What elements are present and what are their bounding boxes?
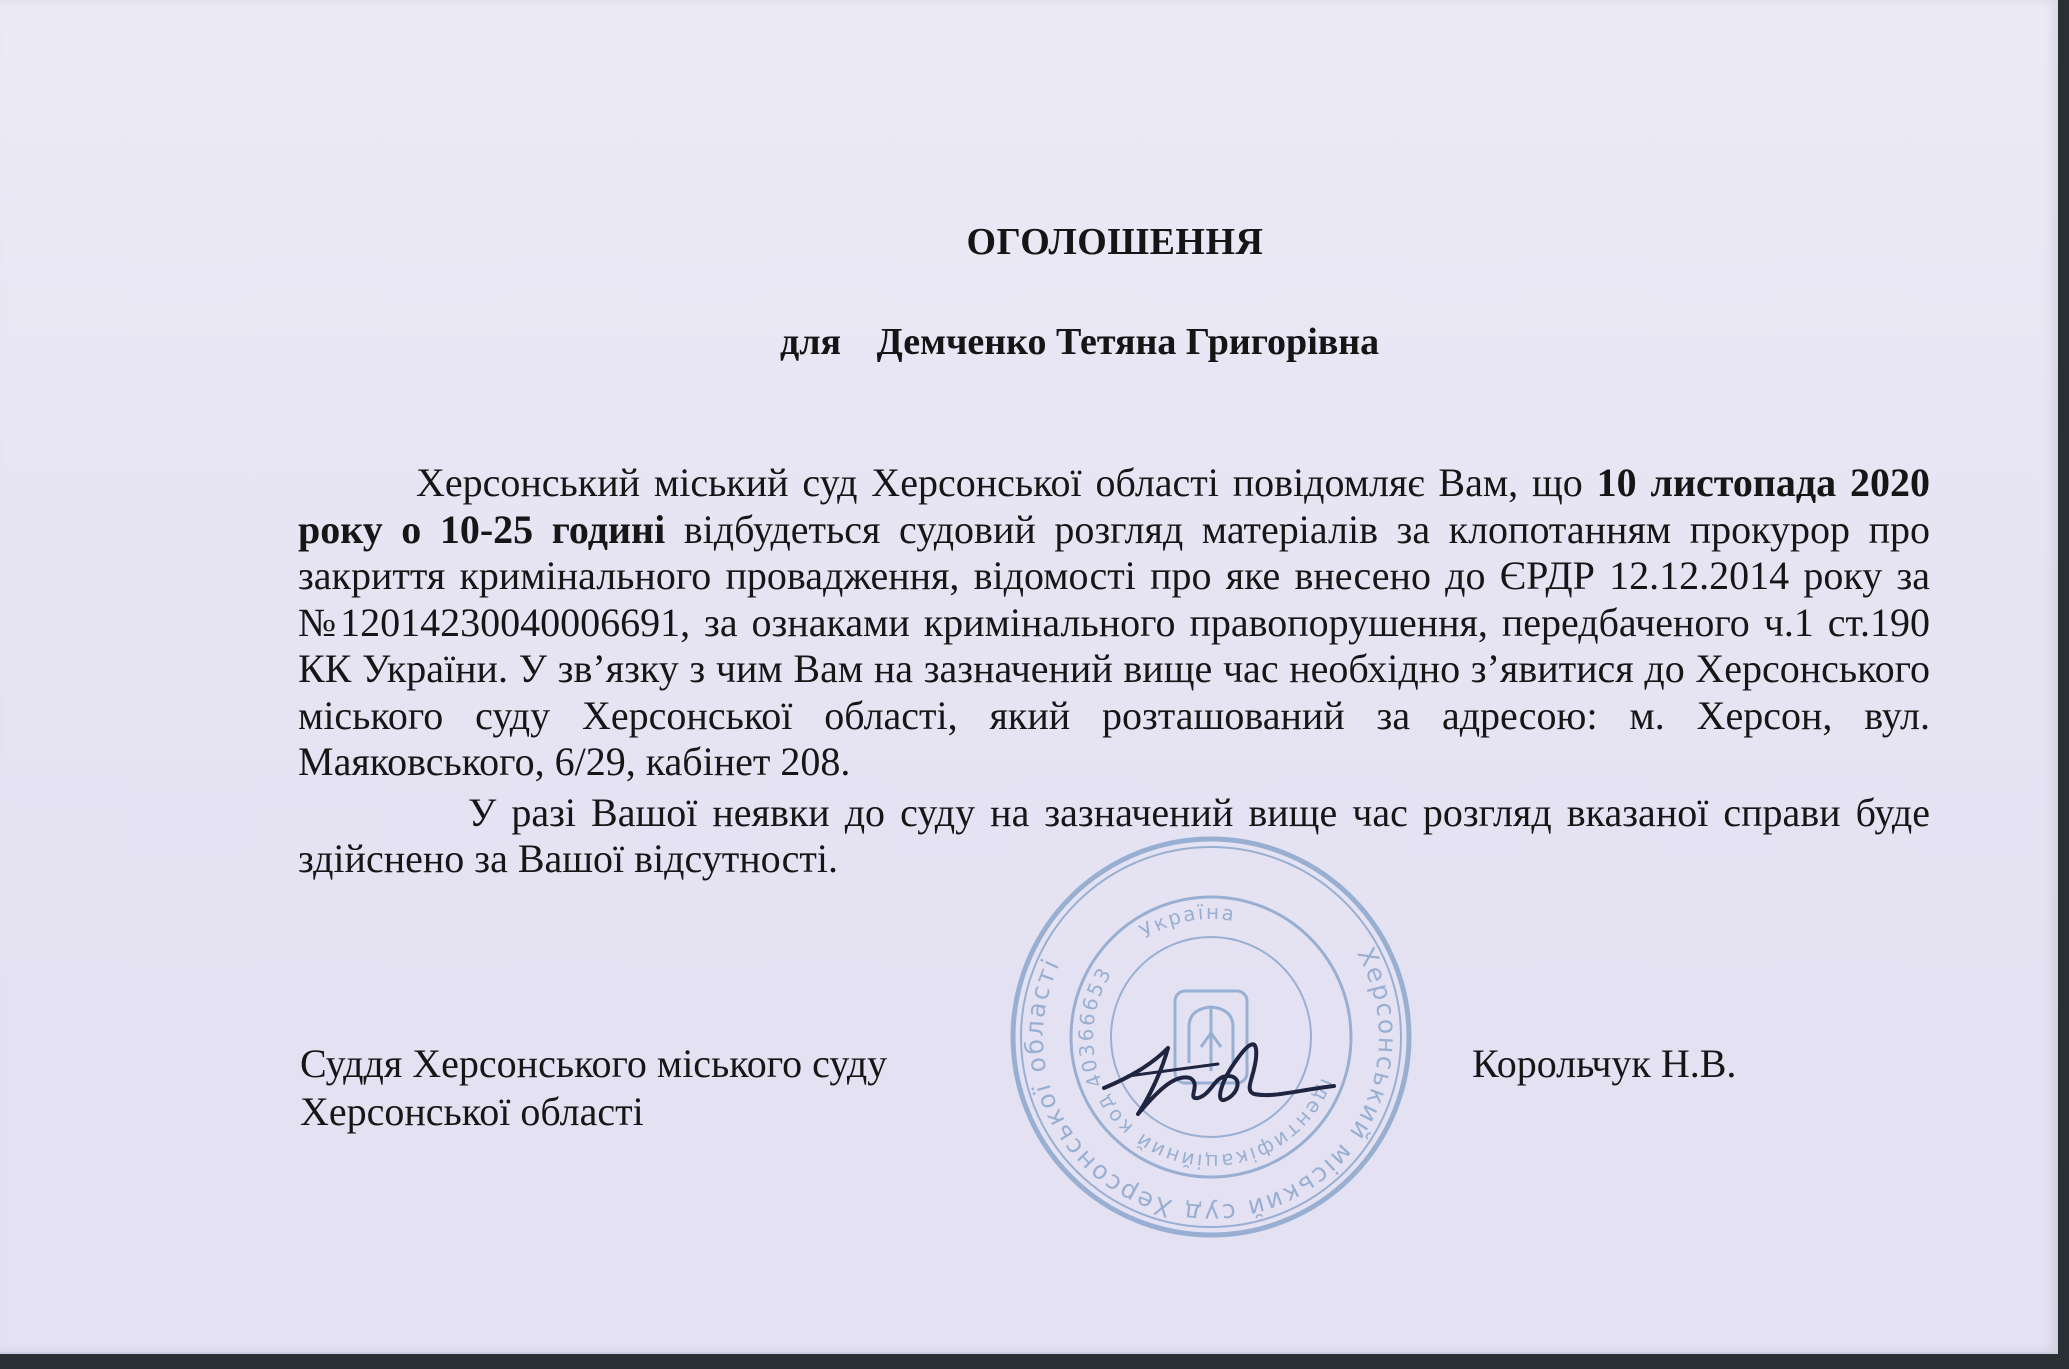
seal-country-text: Україна <box>1135 899 1238 944</box>
notice-paragraph-2: У разі Вашої неявки до суду на зазначений вище час розгляд вказаної справи буде здійснено за Вашої відсутності. <box>298 789 1930 881</box>
signer-position <box>300 1040 887 1136</box>
hearing-date-time: 10 листопада 2020 року о 10-25 годині <box>298 460 1930 552</box>
notice-paragraph-1 <box>298 460 1930 786</box>
seal-outer-text: Херсонський міський суд Херсонської області <box>1019 942 1403 1229</box>
recipient-line <box>780 320 1379 364</box>
signer-position-line-2: Херсонської області <box>300 1089 644 1134</box>
svg-text:Україна <box>1130 872 1242 969</box>
seal-inner-text: ідентифікаційний код 40366653 <box>1073 962 1340 1175</box>
document-title: ОГОЛОШЕННЯ <box>966 221 1264 263</box>
notice-body <box>298 460 1930 883</box>
signer-name: Корольчук Н.В. <box>1472 1041 1737 1086</box>
signer-position-line-1: Суддя Херсонського міського суду <box>300 1041 888 1086</box>
paragraph-1-details: відбудеться судовий розгляд матеріалів за клопотанням прокурор про закриття кримінального провадження, відомості про яке внесено до ЄРДР 12.12.2014 року за №12014230040006691, за ознаками кримінального правопорушення, передбаченого ч.1 ст.190 КК України. У зв’язку з чим Вам на зазначений вище час необхідно з’явитися до Херсонського міського суду Херсонської області, який розташований за адресою: м. Херсон, вул. Маяковського, 6/29, кабінет 208. <box>298 506 1930 784</box>
judge-signature <box>1098 1018 1338 1128</box>
recipient-name: Демченко Тетяна Григорівна <box>876 321 1380 363</box>
recipient-prefix: для <box>780 321 842 363</box>
paragraph-1-intro: Херсонський міський суд Херсонської області повідомляє Вам, що <box>416 460 1597 505</box>
